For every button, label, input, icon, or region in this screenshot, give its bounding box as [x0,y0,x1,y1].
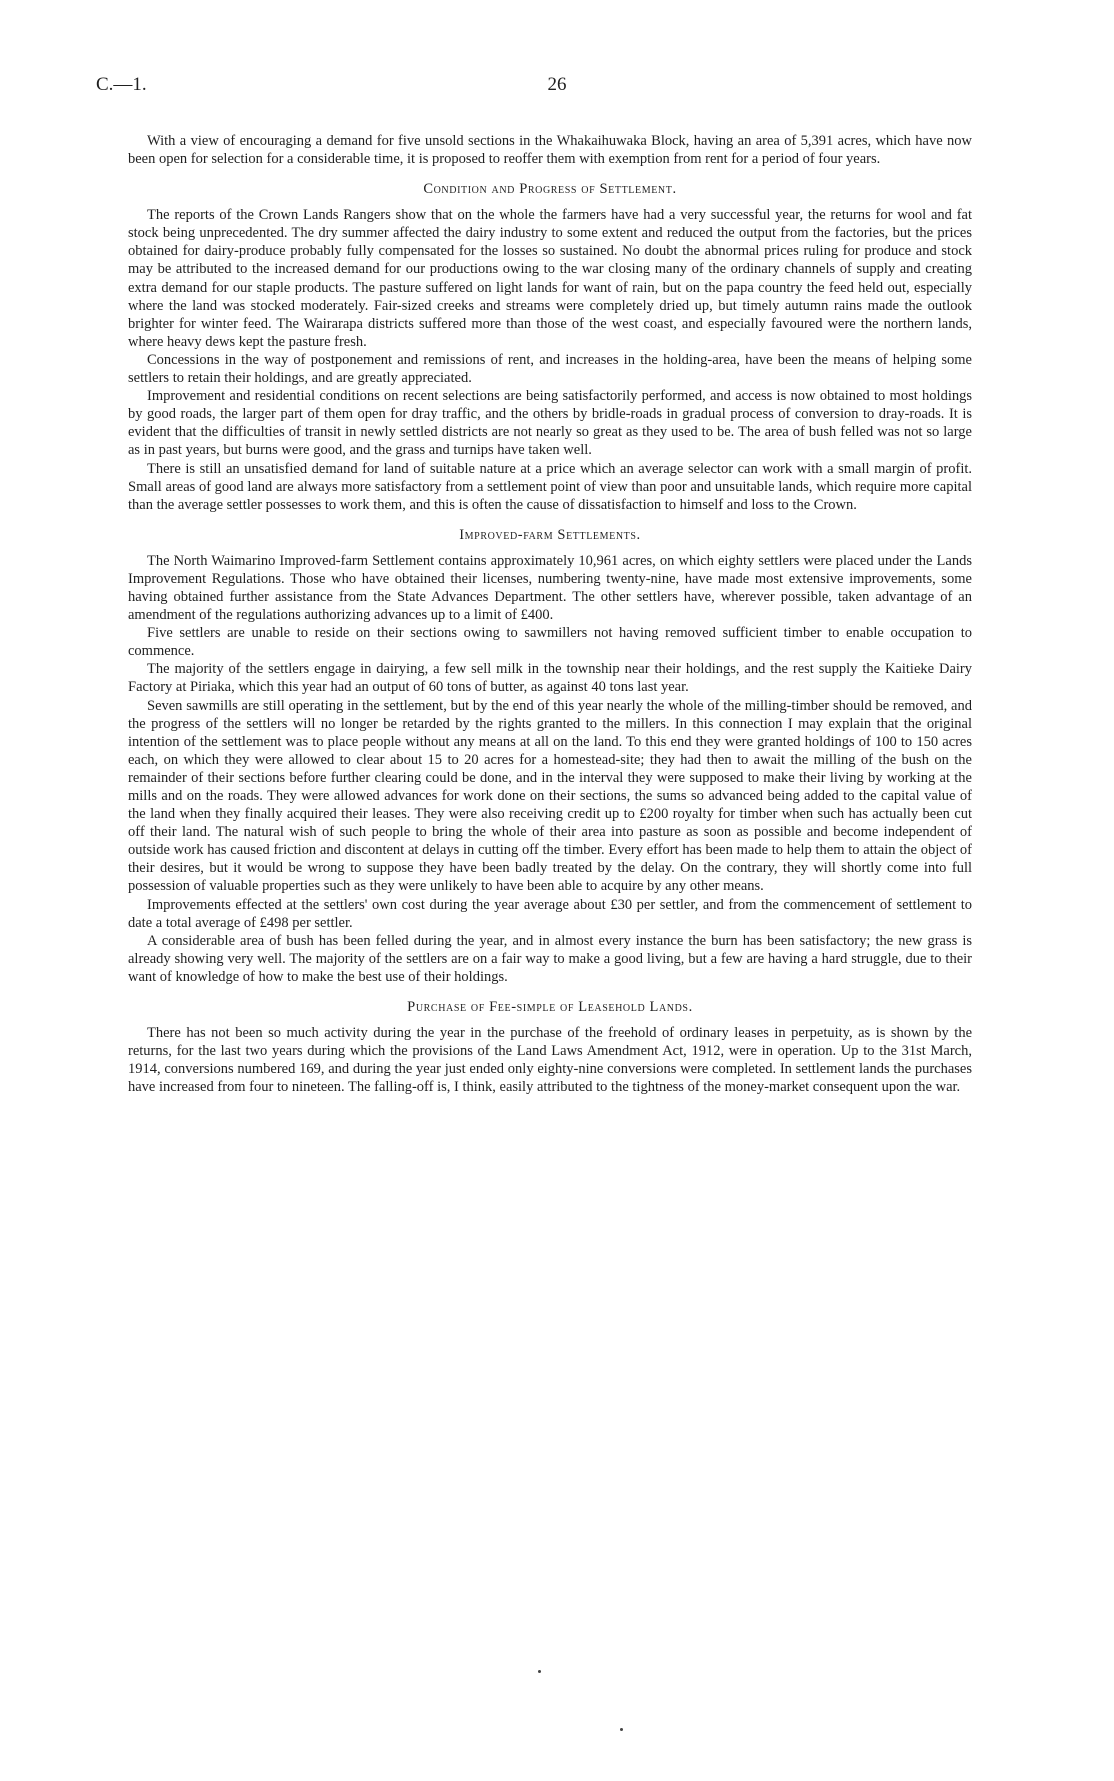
paragraph: A considerable area of bush has been felled during the year, and in almost every instance the burn has been satisfactory; the new grass is already showing very well. The majority of the settlers are on a fair way to make a good living, but a few are having a hard struggle, due to their want of knowledge of how to make the best use of their holdings. [128,932,972,985]
heading-condition-progress: Condition and Progress of Settlement. [423,181,677,198]
paragraph: The North Waimarino Improved-farm Settlement contains approximately 10,961 acres, on which eighty settlers were placed under the Lands Improvement Regulations. Those who have obtained their licenses, numbering twenty-nine, have made most extensive improvements, some having obtained further assistance from the State Advances Department. The other settlers have, wherever possible, taken advantage of an amendment of the regulations authorizing advances up to a limit of £400. [128,552,972,624]
page-number: 26 [547,74,567,95]
document-reference: C.—1. [96,74,147,95]
paragraph: Concessions in the way of postponement and remissions of rent, and increases in the holding-area, have been the means of helping some settlers to retain their holdings, and are greatly appreciated. [128,351,972,387]
paragraph: There is still an unsatisfied demand for land of suitable nature at a price which an average selector can work with a small margin of profit. Small areas of good land are always more satisfactory from a settlement point of view than poor and unsuitable lands, which require more capital than the average settler possesses to work them, and this is often the cause of dissatisfaction to himself and loss to the Crown. [128,460,972,513]
intro-paragraph: With a view of encouraging a demand for five unsold sections in the Whakaihuwaka Block, having an area of 5,391 acres, which have now been open for selection for a considerable time, it is proposed to reoffer them with exemption from rent for a period of four years. [128,133,972,168]
print-speck-mark [620,1728,623,1731]
paragraph: The majority of the settlers engage in dairying, a few sell milk in the township near their holdings, and the rest supply the Kaitieke Dairy Factory at Piriaka, which this year had an output of 60 tons of butter, as against 40 tons last year. [128,661,972,696]
paragraph: There has not been so much activity during the year in the purchase of the freehold of ordinary leases in perpetuity, as is shown by the returns, for the last two years during which the provisions of the Land Laws Amendment Act, 1912, were in operation. Up to the 31st March, 1914, conversions numbered 169, and during the year just ended only eighty-nine conversions were completed. In settlement lands the purchases have increased from four to nineteen. The falling-off is, I think, easily attributed to the tightness of the money-market consequent upon the war. [128,1025,972,1096]
paragraph: The reports of the Crown Lands Rangers show that on the whole the farmers have had a very successful year, the returns for wool and fat stock being unprecedented. The dry summer affected the dairy industry to some extent and reduced the output from the factories, but the prices obtained for dairy-produce probably fully compensated for the losses so sustained. No doubt the abnormal prices ruling for produce and stock may be attributed to the increased demand for our productions owing to the war closing many of the ordinary channels of supply and creating extra demand for our staple products. The pasture suffered on light lands for want of rain, but on the papa country the feed held out, especially where the land was stocked moderately. Fair-sized creeks and streams were completely dried up, but timely autumn rains made the outlook brighter for winter feed. The Wairarapa districts suffered more than those of the west coast, and especially favoured were the northern lands, where heavy dews kept the pasture fresh. [128,207,972,350]
heading-purchase-fee-simple: Purchase of Fee-simple of Leasehold Lands. [407,999,693,1016]
page-body [128,132,972,1096]
heading-improved-farm-settlements: Improved-farm Settlements. [459,526,641,543]
print-speck-mark [538,1670,541,1673]
page-header [96,74,1018,104]
paragraph: Seven sawmills are still operating in the settlement, but by the end of this year nearly the whole of the milling-timber should be removed, and the progress of the settlers will no longer be retarded by the rights granted to the millers. In this connection I may explain that the original intention of the settlement was to place people without any means at all on the land. To this end they were granted holdings of 100 to 150 acres each, on which they were allowed to clear about 15 to 20 acres for a homestead-site; they had then to await the milling of the bush on the remainder of their sections before further clearing could be done, and in the interval they were supposed to make their living by working at the mills and on the roads. They were allowed advances for work done on their sections, the sums so advanced being added to the capital value of the land when they finally acquired their leases. They were also receiving credit up to £200 royalty for timber when such has actually been cut off their land. The natural wish of such people to bring the whole of their area into pasture as soon as possible and become independent of outside work has caused friction and discontent at delays in cutting off the timber. Every effort has been made to help them to attain the object of their desires, but it would be wrong to suppose they have been badly treated by the delay. On the contrary, they will shortly come into full possession of valuable properties such as they were unlikely to have been able to acquire by any other means. [128,697,972,895]
paragraph: Five settlers are unable to reside on their sections owing to sawmillers not having removed sufficient timber to enable occupation to commence. [128,625,972,660]
paragraph: Improvements effected at the settlers' own cost during the year average about £30 per settler, and from the commencement of settlement to date a total average of £498 per settler. [128,896,972,931]
paragraph: Improvement and residential conditions on recent selections are being satisfactorily performed, and access is now obtained to most holdings by good roads, the larger part of them open for dray traffic, and the others by bridle-roads in gradual process of conversion to dray-roads. It is evident that the difficulties of transit in newly settled districts are not nearly so great as they used to be. The area of bush felled was not so large as in past years, but burns were good, and the grass and turnips have taken well. [128,388,972,459]
